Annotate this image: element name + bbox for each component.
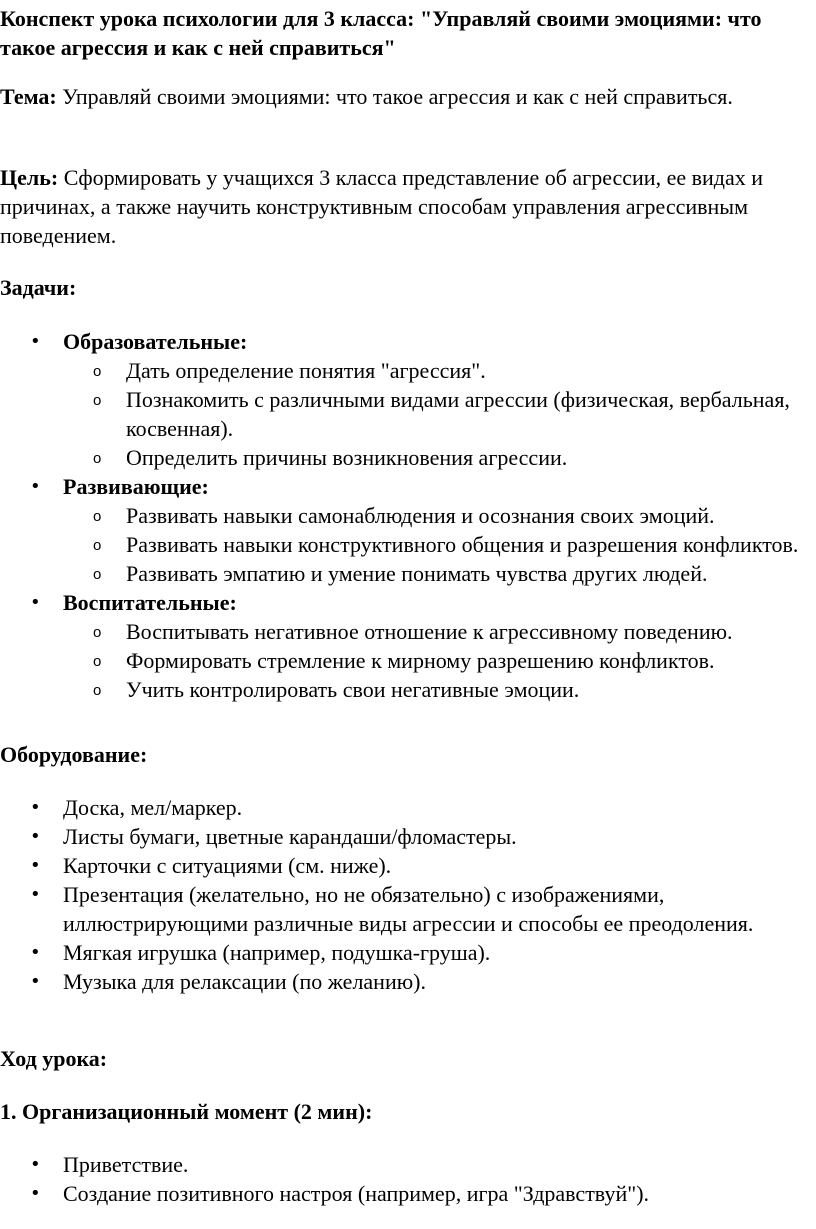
equipment-heading: Оборудование:: [0, 742, 148, 767]
task-group-items: [63, 617, 816, 704]
tasks-heading: Задачи:: [0, 275, 77, 300]
lesson-heading: Ход урока:: [0, 1046, 108, 1071]
task-group: [0, 472, 816, 588]
task-group-label: Образовательные:: [63, 329, 248, 354]
task-item: o Воспитывать негативное отношение к агрессивному поведению.: [63, 617, 816, 646]
task-item: o Формировать стремление к мирному разрешению конфликтов.: [63, 646, 816, 675]
section1-list: [0, 1150, 816, 1208]
section1-item: • Создание позитивного настроя (например, игра "Здравствуй").: [0, 1179, 816, 1208]
task-item: o Развивать навыки самонаблюдения и осознания своих эмоций.: [63, 501, 816, 530]
task-group-items: [63, 356, 816, 472]
task-group-items: [63, 501, 816, 588]
equipment-item: • Презентация (желательно, но не обязательно) с изображениями, иллюстрирующими различные виды агрессии и способы ее преодоления.: [0, 880, 816, 938]
task-group: [0, 327, 816, 472]
section1-heading: 1. Организационный момент (2 мин):: [0, 1099, 373, 1124]
section1-item: • Приветствие.: [0, 1150, 816, 1179]
topic-label: Тема:: [0, 84, 57, 109]
task-item: o Развивать навыки конструктивного общения и разрешения конфликтов.: [63, 530, 816, 559]
equipment-item: • Листы бумаги, цветные карандаши/фломастеры.: [0, 822, 816, 851]
task-item: o Определить причины возникновения агрессии.: [63, 443, 816, 472]
goal-text: Сформировать у учащихся 3 класса представление об агрессии, ее видах и причинах, а также научить конструктивным способам управления агрессивным поведением.: [0, 165, 764, 248]
task-group-label: Развивающие:: [63, 474, 209, 499]
equipment-item: • Музыка для релаксации (по желанию).: [0, 967, 816, 996]
task-item: o Учить контролировать свои негативные эмоции.: [63, 675, 816, 704]
equipment-list: [0, 793, 816, 996]
goal-paragraph: [0, 163, 800, 250]
topic-text: Управляй своими эмоциями: что такое агрессия и как с ней справиться.: [62, 84, 733, 109]
equipment-item: • Мягкая игрушка (например, подушка-груша).: [0, 938, 816, 967]
document-title: Конспект урока психологии для 3 класса: "Управляй своими эмоциями: что такое агрессия и как с ней справиться": [0, 6, 762, 60]
task-group: [0, 588, 816, 704]
task-item: o Развивать эмпатию и умение понимать чувства других людей.: [63, 559, 816, 588]
task-item: o Дать определение понятия "агрессия".: [63, 356, 816, 385]
task-item: o Познакомить с различными видами агрессии (физическая, вербальная, косвенная).: [63, 385, 816, 443]
task-group-label: Воспитательные:: [63, 590, 237, 615]
topic-paragraph: [0, 82, 800, 111]
goal-label: Цель:: [0, 165, 59, 190]
equipment-item: • Доска, мел/маркер.: [0, 793, 816, 822]
equipment-item: • Карточки с ситуациями (см. ниже).: [0, 851, 816, 880]
tasks-list: [0, 327, 816, 704]
